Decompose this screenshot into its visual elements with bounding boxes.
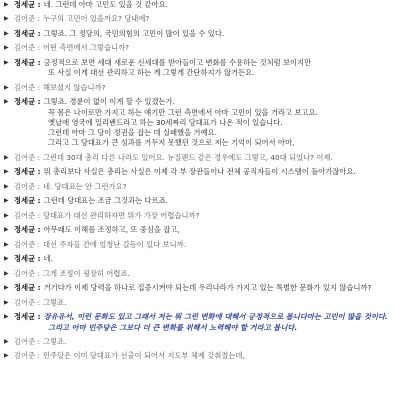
dialogue-line [4,58,394,68]
dialogue-line [4,269,394,279]
speaker-label: 정세균 : [14,196,41,206]
speaker-label: 김어준 : [14,210,40,220]
bullet-triangle-icon: ▶ [4,83,9,91]
utterance-text: 네. 그런데 아마 고민도 있을 것 같아요. [43,0,168,9]
speaker-label: 김어준 : [14,336,40,346]
utterance-text: 그렇죠. 그 정당의, 국민의힘의 고민이 많이 있을 수 있다. [43,28,225,38]
utterance-text: 당대표가 대선 관리하자면 뭐가 가장 어렵습니까? [42,210,200,220]
dialogue-line [4,83,394,93]
speaker-label: 정세균 : [14,97,41,107]
dialogue-line [4,225,394,235]
utterance-text: 누구의 고민이 있을까요? 당내에? [42,14,150,24]
speaker-label: 정세균 : [14,312,41,322]
dialogue-line [4,211,394,221]
speaker-label: 김어준 : [14,82,40,92]
bullet-triangle-icon: ▶ [4,197,9,205]
dialogue-line [4,43,394,53]
bullet-triangle-icon: ▶ [4,352,9,360]
bullet-triangle-icon: ▶ [4,211,9,219]
utterance-text: 어떤 측면에서 그렇습니까? [42,43,129,53]
speaker-label: 김어준 : [14,152,40,162]
utterance-text: 그런데 당대표는 조금 그것과는 다르죠. [43,196,168,206]
speaker-label: 김어준 : [14,351,40,361]
line-gap [4,362,394,366]
utterance-continuation: 그리고 아마 민주당은 그보다 더 큰 변화를 위해서 노력해야 할 거라고 봅니다. [48,322,298,332]
bullet-triangle-icon: ▶ [4,1,9,8]
dialogue-line [4,14,394,24]
dialogue-line [4,0,394,10]
speaker-label: 김어준 : [14,297,40,307]
speaker-label: 정세균 : [14,57,41,67]
bullet-triangle-icon: ▶ [4,255,9,263]
speaker-label: 정세균 : [14,167,41,177]
bullet-triangle-icon: ▶ [4,298,9,306]
dialogue-line [4,29,394,39]
speaker-label: 정세균 : [14,0,41,9]
dialogue-line [4,312,394,322]
dialogue-line [4,153,394,163]
bullet-triangle-icon: ▶ [4,58,9,66]
speaker-label: 김어준 : [14,43,40,53]
dialogue-line [4,337,394,347]
speaker-label: 정세균 : [14,225,41,235]
utterance-text: 그렇죠. [42,297,67,307]
bullet-triangle-icon: ▶ [4,98,9,106]
bullet-triangle-icon: ▶ [4,168,9,176]
speaker-label: 김어준 : [14,239,40,249]
utterance-text: 뭐 총리보다 사실은 총리는 사실은 이제 각 부 장관들이나 전체 공직자들이 시스템이 돌아가잖아요. [43,167,356,177]
utterance-text: 대선 주자들 간에 엄청난 갈등이 있다 보니까. [42,239,187,249]
dialogue-line [4,97,394,107]
utterance-text: 네. 당대표는 안 그런가요? [42,181,127,191]
utterance-continuation: 그런데 아마 그 당이 정권을 잡는 데 실패했을 거예요. [48,128,217,138]
utterance-text: 그게 조정이 굉장히 어렵죠. [42,268,130,278]
speaker-label: 정세균 : [14,28,41,38]
utterance-text: 그렇죠. [42,336,67,346]
speaker-label: 정세균 : [14,283,41,293]
bullet-triangle-icon: ▶ [4,284,9,292]
bullet-triangle-icon: ▶ [4,240,9,248]
utterance-text: 장유유서, 이런 문화도 있고 그래서 저는 뭐 그런 변화에 대해서 긍정적으로 봅니다마는 고민이 많을 것이다. [43,312,388,322]
speaker-label: 김어준 : [14,181,40,191]
bullet-triangle-icon: ▶ [4,226,9,234]
dialogue-line [4,196,394,206]
utterance-text: 민주당은 이미 당대표가 선출이 되어서 지도부 체제 갖춰졌는데, [42,351,245,361]
utterance-continuation: 옛날에 영국에 밀리밴드라고 하는 30세짜리 당대표가 나온 적이 있습니다. [48,117,283,127]
bullet-triangle-icon: ▶ [4,29,9,37]
bullet-triangle-icon: ▶ [4,337,9,345]
utterance-text: 해보셨지 않습니까? [42,82,106,92]
bullet-triangle-icon: ▶ [4,269,9,277]
dialogue-line [4,298,394,308]
utterance-continuation: 또 사실 이게 대선 관리하고 하는 게 그렇게 간단하지가 않거든요. [48,68,255,78]
dialogue-line [4,283,394,293]
dialogue-line [4,254,394,264]
bullet-triangle-icon: ▶ [4,153,9,161]
dialogue-line [4,182,394,192]
transcript-body [4,0,394,366]
bullet-triangle-icon: ▶ [4,182,9,190]
utterance-text: 그런데 30대 총리 다른 나라도 있어요. 뉴질랜드 같은 경우에도 그렇고, 40대 되었나? 이제. [42,152,333,162]
bullet-triangle-icon: ▶ [4,313,9,321]
utterance-text: 거기다가 이제 당력을 하나로 집중시켜야 되는데 우리나라가 가지고 있는 특별한 문화가 있지 않습니까? [43,283,372,293]
dialogue-line [4,240,394,250]
utterance-continuation: 꼭 몸은 나이로만 가지고 하는 얘기만 그런 측면에서 아마 고민이 있을 거라고 보고요. [48,107,318,117]
utterance-text: 아무래도 이해를 조정하고, 또 중심을 잡고, [43,225,180,235]
speaker-label: 김어준 : [14,268,40,278]
dialogue-line [4,351,394,361]
speaker-label: 김어준 : [14,14,40,24]
bullet-triangle-icon: ▶ [4,15,9,23]
dialogue-line [4,167,394,177]
utterance-continuation: 그리고 그 당대표가 큰 성과를 거두지 못했던 것으로 저는 기억이 되어서 아마, [48,138,295,148]
speaker-label: 정세균 : [14,254,41,264]
utterance-text: 긍정적으로 보면 세대 새로운 신세대를 받아들이고 변화를 수용하는 것처럼 보이지만 [43,57,312,67]
bullet-triangle-icon: ▶ [4,44,9,52]
utterance-text: 네. [43,254,53,264]
utterance-text: 그렇죠. 경륜이 없이 이게 할 수 있겠는가. [43,97,175,107]
